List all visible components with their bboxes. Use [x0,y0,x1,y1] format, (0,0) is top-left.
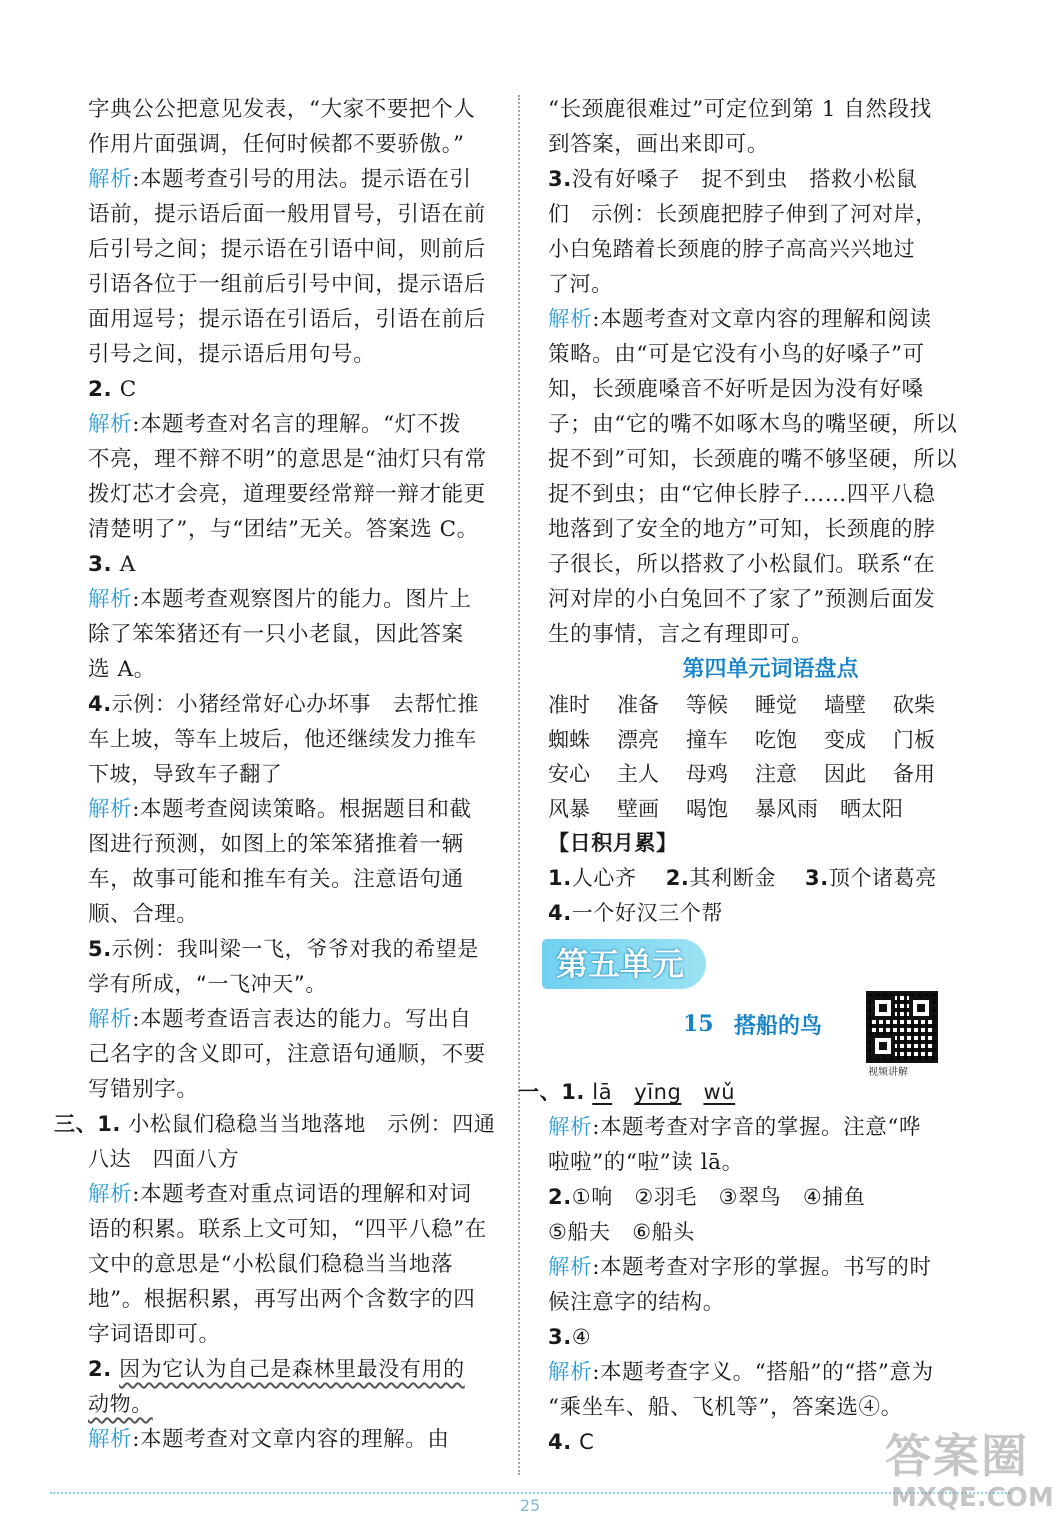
analysis-line: 解析:本题考查阅读策略。根据题目和截 [88,797,472,822]
analysis-tag: 解析 [88,167,133,192]
answer-line: 车上坡，等车上坡后，他还继续发力推车 [88,727,477,751]
analysis-line: 解析:本题考查对字音的掌握。注意“哗 [548,1115,922,1140]
lesson-title: 搭船的鸟 [734,1014,823,1039]
analysis-line: 写错别字。 [88,1077,199,1102]
analysis-tag: 解析 [88,412,133,437]
analysis-line: 图进行预测，如图上的笨笨猪推着一辆 [88,832,464,857]
analysis-line: 捉不到”可知，长颈鹿的嘴不够坚硬，所以 [548,447,958,472]
analysis-line: 策略。由“可是它没有小鸟的好嗓子”可 [548,342,925,367]
column-divider [518,95,520,1475]
analysis-line: 除了笨笨猪还有一只小老鼠，因此答案 [88,622,464,647]
vocab-word: 漂亮 [617,727,659,752]
answer-line: 学有所成，“一飞冲天”。 [88,972,327,996]
section-1-question-2: 2.①响 ②羽毛 ③翠鸟 ④捕鱼 [548,1185,866,1209]
analysis-line: 清楚明了”，与“团结”无关。答案选 C。 [88,517,479,542]
question-2-answer: 2. C [88,377,137,402]
analysis-line: 地落到了安全的地方”可知，长颈鹿的脖 [548,517,936,542]
vocab-word: 晒太阳 [840,796,903,821]
analysis-line: 子；由“它的嘴不如啄木鸟的嘴坚硬，所以 [548,412,958,437]
analysis-tag: 解析 [88,587,133,612]
accumulation-line: 1.人心齐 2.其利断金 3.顶个诸葛亮 [548,866,937,890]
analysis-line: 字词语即可。 [88,1322,221,1347]
analysis-line: 面用逗号；提示语在引语后，引语在前后 [88,307,486,332]
lesson-number: 15 [683,1011,714,1037]
vocab-word: 安心 [548,762,590,786]
vocab-word: 墙壁 [824,693,866,717]
vocab-word: 风暴 [548,796,590,821]
analysis-line: 语前，提示语后面一般用冒号，引语在前 [88,202,486,227]
analysis-tag: 解析 [548,1360,593,1385]
analysis-tag: 解析 [88,1007,133,1032]
page-number: 25 [519,1496,541,1515]
analysis-tag: 解析 [88,1182,133,1207]
section-1-question-1: 一、1. lā yīng wǔ [518,1075,993,1110]
vocab-word: 等候 [686,693,728,717]
analysis-line: 语的积累。联系上文可知，“四平八稳”在 [88,1217,487,1242]
answer-line: 了河。 [548,272,613,296]
qr-finder [871,996,895,1020]
watermark-url: MXQE.COM [891,1483,1054,1513]
footer-divider [50,1492,1010,1494]
lesson-header [548,995,993,1078]
analysis-line: 解析:本题考查引号的用法。提示语在引 [88,167,472,192]
analysis-line: 知，长颈鹿嗓音不好听是因为没有好嗓 [548,377,924,402]
analysis-line: “乘坐车、船、飞机等”，答案选④。 [548,1395,903,1420]
analysis-line: 解析:本题考查对重点词语的理解和对词 [88,1182,472,1207]
vocab-word: 暴风雨 [755,796,818,821]
vocab-word: 准时 [548,693,590,717]
question-4-answer: 4.示例：小猪经常好心办坏事 去帮忙推 [88,692,479,716]
vocab-row [548,688,993,723]
vocab-word: 蜘蛛 [548,727,590,752]
question-5-answer: 5.示例：我叫梁一飞，爷爷对我的希望是 [88,937,479,961]
analysis-tag: 解析 [548,1115,593,1140]
analysis-line: 解析:本题考查字义。“搭船”的“搭”意为 [548,1360,934,1385]
accumulation-title: 【日积月累】 [548,831,678,855]
vocab-word: 备用 [893,762,935,786]
analysis-line: 顺、合理。 [88,902,199,927]
vocab-word: 主人 [617,762,659,786]
right-column [518,92,993,1460]
analysis-line: 地”。根据积累，再写出两个含数字的四 [88,1287,476,1312]
text-line: “长颈鹿很难过”可定位到第 1 自然段找 [548,97,932,122]
answer-line: 们 示例：长颈鹿把脖子伸到了河对岸， [548,202,937,226]
text-line: 字典公公把意见发表，“大家不要把个人 [88,97,476,122]
analysis-line: 选 A。 [88,657,156,682]
analysis-line: 河对岸的小白兔回不了家了”预测后面发 [548,587,936,612]
analysis-line: 引语各位于一组前后引号中间，提示语后 [88,272,486,297]
analysis-tag: 解析 [548,307,593,332]
vocab-word: 变成 [824,727,866,752]
qr-label: 视频讲解 [868,1067,908,1078]
qr-finder [909,996,933,1020]
section-1-question-4: 4. C [548,1430,595,1454]
qr-finder [871,1034,895,1058]
vocab-row [548,723,993,758]
vocab-word: 注意 [755,762,797,786]
analysis-line: 文中的意思是“小松鼠们稳稳当当地落 [88,1252,454,1277]
unit-banner: 第五单元 [542,939,706,989]
vocab-word: 喝饱 [686,796,728,821]
accumulation-line: 4.一个好汉三个帮 [548,901,723,925]
analysis-tag: 解析 [88,797,133,822]
analysis-line: 捉不到虫；由“它伸长脖子……四平八稳 [548,482,936,507]
analysis-line: 解析:本题考查语言表达的能力。写出自 [88,1007,472,1032]
question-3-answer: 3. A [88,552,136,577]
analysis-line: 拨灯芯才会亮，道理要经常辩一辩才能更 [88,482,486,507]
answer-line: ⑤船夫 ⑥船头 [548,1220,695,1244]
vocab-word: 门板 [893,727,935,752]
vocab-word: 吃饱 [755,727,797,752]
vocab-section-title: 第四单元词语盘点 [682,657,859,682]
analysis-line: 己名字的含义即可，注意语句通顺，不要 [88,1042,486,1067]
analysis-tag: 解析 [88,1427,133,1452]
question-3-answer: 3.没有好嗓子 捉不到虫 搭救小松鼠 [548,167,918,191]
vocab-row [548,757,993,792]
vocab-word: 睡觉 [755,693,797,717]
answer-line: 小白兔踏着长颈鹿的脖子高高兴兴地过 [548,237,916,261]
vocab-word: 准备 [617,693,659,717]
analysis-line: 解析:本题考查对文章内容的理解和阅读 [548,307,932,332]
analysis-line: 车，故事可能和推车有关。注意语句通 [88,867,464,892]
analysis-line: 候注意字的结构。 [548,1290,725,1315]
answer-line: 八达 四面八方 [88,1147,240,1171]
analysis-line: 生的事情，言之有理即可。 [548,622,814,647]
pinyin-answers: lā yīng wǔ [592,1080,736,1104]
watermark-logo: 答案圈 [885,1429,1029,1483]
section-1-question-3: 3.④ [548,1325,592,1349]
vocab-word: 砍柴 [893,693,935,717]
vocab-word: 壁画 [617,796,659,821]
qr-code-icon[interactable] [866,991,938,1063]
analysis-line: 解析:本题考查观察图片的能力。图片上 [88,587,472,612]
analysis-line: 解析:本题考查对文章内容的理解。由 [88,1427,450,1452]
vocab-word: 母鸡 [686,762,728,786]
watermark [885,1428,1054,1512]
analysis-line: 啦啦”的“啦”读 lā。 [548,1150,744,1175]
answer-line: 下坡，导致车子翻了 [88,762,283,786]
analysis-line: 解析:本题考查对字形的掌握。书写的时 [548,1255,932,1280]
analysis-line: 子很长，所以搭救了小松鼠们。联系“在 [548,552,936,577]
section-3-question-1: 三、1. 小松鼠们稳稳当当地落地 示例：四通 [54,1112,496,1136]
analysis-line: 引号之间，提示语后用句号。 [88,342,376,367]
vocab-word: 撞车 [686,727,728,752]
analysis-tag: 解析 [548,1255,593,1280]
answer-line: 动物。 [88,1392,153,1416]
analysis-line: 后引号之间；提示语在引语中间，则前后 [88,237,486,262]
analysis-line: 不亮，理不辩不明”的意思是“油灯只有常 [88,447,487,472]
vocab-word: 因此 [824,762,866,786]
vocab-row [548,792,993,827]
text-line: 到答案，画出来即可。 [548,132,770,157]
left-column [54,92,508,1457]
text-line: 作用片面强调，任何时候都不要骄傲。” [88,132,465,157]
analysis-line: 解析:本题考查对名言的理解。“灯不拨 [88,412,462,437]
section-3-question-2: 2. 因为它认为自己是森林里最没有用的 [88,1357,465,1381]
